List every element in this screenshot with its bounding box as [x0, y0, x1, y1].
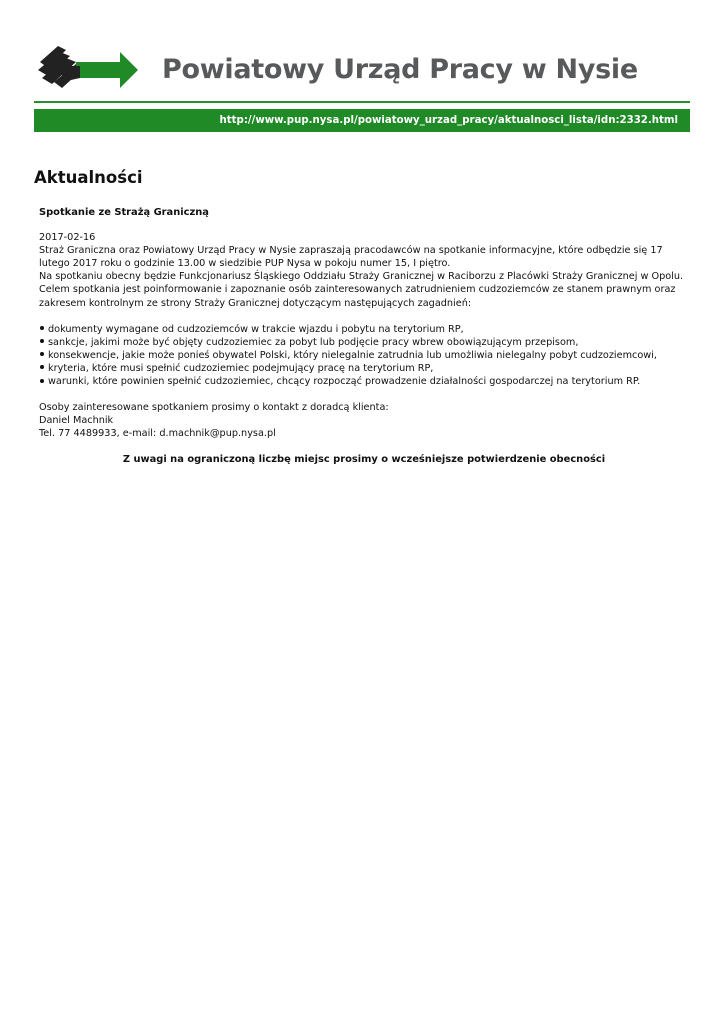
contact-info — [39, 401, 689, 440]
bullet-icon — [40, 365, 44, 369]
article-title: Spotkanie ze Strażą Graniczną — [39, 207, 209, 218]
bullet-icon — [40, 326, 44, 330]
page-title: Aktualności — [34, 168, 143, 187]
topics-list — [39, 323, 689, 388]
list-item: kryteria, które musi spełnić cudzoziemiec podejmujący pracę na terytorium RP, — [39, 362, 689, 375]
bullet-icon — [40, 339, 44, 343]
paragraph: Straż Graniczna oraz Powiatowy Urząd Pracy w Nysie zapraszają pracodawców na spotkanie informacyjne, które odbędzie się 17 lutego 2017 roku o godzinie 13.00 w siedzibie PUP Nysa w pokoju numer 15, I piętro. — [39, 245, 663, 270]
org-title: Powiatowy Urząd Pracy w Nysie — [162, 54, 638, 85]
folders-arrow-logo-icon — [36, 42, 140, 94]
header-divider — [34, 101, 690, 103]
article-date: 2017-02-16 — [39, 232, 96, 244]
list-item: warunki, które powinien spełnić cudzoziemiec, chcący rozpocząć prowadzenie działalności gospodarczej na terytorium RP. — [39, 375, 689, 388]
contact-name: Daniel Machnik — [39, 415, 114, 427]
article — [39, 206, 689, 467]
bullet-icon — [40, 352, 44, 356]
page-url-bar[interactable]: http://www.pup.nysa.pl/powiatowy_urzad_pracy/aktualnosci_lista/idn:2332.html — [34, 109, 690, 132]
paragraph: Na spotkaniu obecny będzie Funkcjonariusz Śląskiego Oddziału Straży Granicznej w Raciborzu z Placówki Straży Granicznej w Opolu. — [39, 271, 684, 283]
contact-details: Tel. 77 4489933, e-mail: d.machnik@pup.nysa.pl — [39, 428, 276, 440]
list-item: konsekwencje, jakie może ponieś obywatel Polski, który nielegalnie zatrudnia lub umożliwia nielegalny pobyt cudzoziemcowi, — [39, 349, 689, 362]
contact-intro: Osoby zainteresowane spotkaniem prosimy o kontakt z doradcą klienta: — [39, 402, 389, 414]
paragraph: Celem spotkania jest poinformowanie i zapoznanie osób zainteresowanych zatrudnieniem cudzoziemców ze stanem prawnym oraz zakresem kontrolnym ze strony Straży Granicznej dotyczącym następujących zagadnień: — [39, 284, 676, 309]
attendance-notice: Z uwagi na ograniczoną liczbę miejsc prosimy o wcześniejsze potwierdzenie obecności — [122, 454, 606, 466]
list-item: dokumenty wymagane od cudzoziemców w trakcie wjazdu i pobytu na terytorium RP, — [39, 323, 689, 336]
list-item: sankcje, jakimi może być objęty cudzoziemiec za pobyt lub podjęcie pracy wbrew obowiązującym przepisom, — [39, 336, 689, 349]
bullet-icon — [40, 379, 44, 383]
article-body — [39, 231, 689, 310]
